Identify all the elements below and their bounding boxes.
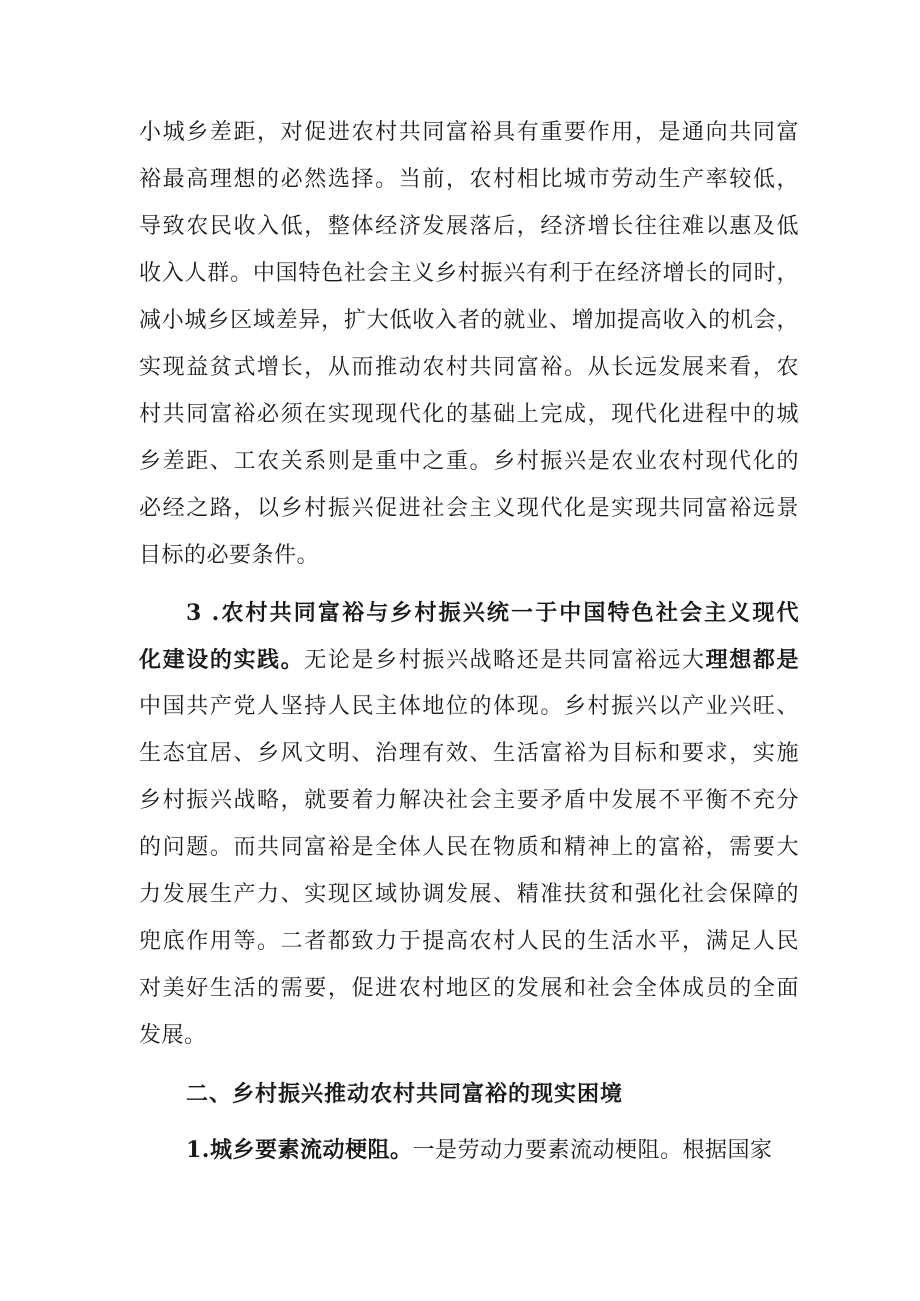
paragraph-line: 乡村振兴战略，就要着力解决社会主要矛盾中发展不平衡不充分 bbox=[139, 788, 799, 813]
paragraph-line: 必经之路，以乡村振兴促进社会主义现代化是实现共同富裕远景 bbox=[139, 496, 799, 521]
paragraph-line: 的问题。而共同富裕是全体人民在物质和精神上的富裕，需要大 bbox=[139, 835, 799, 860]
paragraph-line: 村共同富裕必须在实现现代化的基础上完成，现代化进程中的城 bbox=[139, 402, 799, 427]
paragraph-line: 兜底作用等。二者都致力于提高农村人民的生活水平，满足人民 bbox=[139, 929, 799, 954]
paragraph-line: 对美好生活的需要，促进农村地区的发展和社会全体成员的全面 bbox=[139, 976, 799, 1001]
paragraph-line: 实现益贫式增长，从而推动农村共同富裕。从长远发展来看，农 bbox=[139, 355, 799, 380]
paragraph-line bbox=[186, 1130, 799, 1170]
paragraph-line: 导致农民收入低，整体经济发展落后，经济增长往往难以惠及低 bbox=[139, 214, 799, 239]
section-heading: 二、乡村振兴推动农村共同富裕的现实困境 bbox=[186, 1081, 624, 1107]
subheading-bold-text: 1.城乡要素流动梗阻。 bbox=[186, 1137, 413, 1163]
paragraph-line: 目标的必要条件。 bbox=[139, 543, 320, 568]
subheading-line: 3 .农村共同富裕与乡村振兴统一于中国特色社会主义现代 bbox=[186, 600, 799, 626]
paragraph-line: 生态宜居、乡风文明、治理有效、生活富裕为目标和要求，实施 bbox=[139, 741, 799, 766]
subheading-bold-text: 化建设的实践。 bbox=[139, 647, 305, 673]
paragraph-line: 乡差距、工农关系则是重中之重。乡村振兴是农业农村现代化的 bbox=[139, 449, 799, 474]
paragraph-line: 发展。 bbox=[139, 1023, 207, 1048]
bold-text: 理想都是 bbox=[705, 647, 799, 673]
paragraph-line bbox=[139, 640, 799, 680]
paragraph-line: 裕最高理想的必然选择。当前，农村相比城市劳动生产率较低， bbox=[139, 167, 799, 192]
paragraph-line: 减小城乡区域差异，扩大低收入者的就业、增加提高收入的机会， bbox=[139, 308, 799, 333]
paragraph-text: 一是劳动力要素流动梗阻。根据国家 bbox=[412, 1138, 773, 1163]
paragraph-text: 无论是乡村振兴战略还是共同富裕远大 bbox=[304, 648, 706, 673]
paragraph-line: 收入人群。中国特色社会主义乡村振兴有利于在经济增长的同时， bbox=[139, 261, 799, 286]
paragraph-line: 小城乡差距，对促进农村共同富裕具有重要作用，是通向共同富 bbox=[139, 120, 799, 145]
paragraph-line: 力发展生产力、实现区域协调发展、精准扶贫和强化社会保障的 bbox=[139, 882, 799, 907]
paragraph-line: 中国共产党人坚持人民主体地位的体现。乡村振兴以产业兴旺、 bbox=[139, 694, 799, 719]
